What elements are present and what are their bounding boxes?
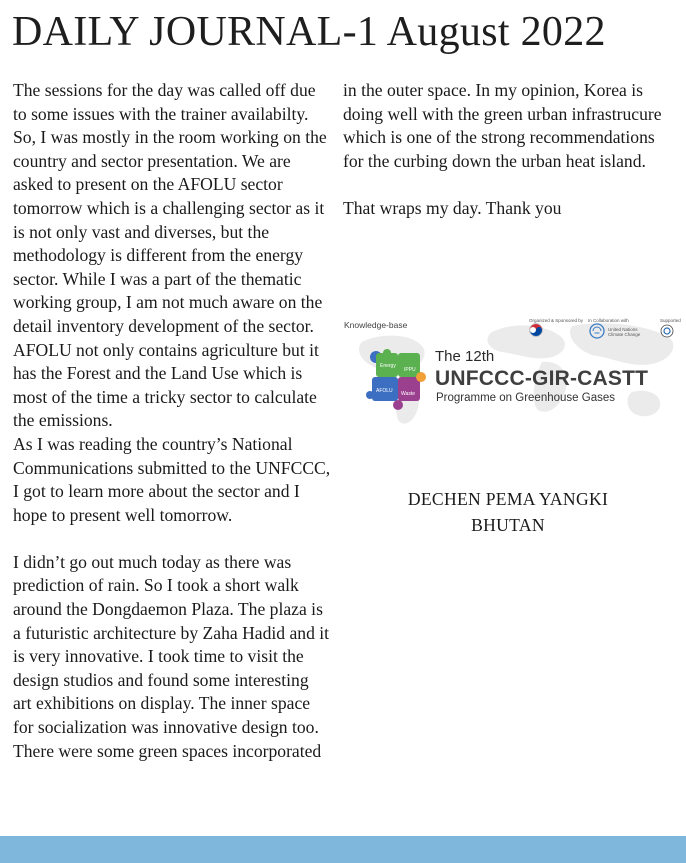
program-name: UNFCCC-GIR-CASTT — [435, 367, 649, 390]
left-column — [13, 79, 331, 763]
left-paragraph-1: The sessions for the day was called off due to some issues with the trainer availabilty. So, I was mostly in the room working on the country and sector presentation. We are asked to present on the AFOLU sector tomorrow which is a challenging sector as it is not only vast and diverses, but the methodology is different from the energy sector. While I was a part of the thematic working group, I am not much aware on the detail inventory development of the sector. AFOLU not only contains agriculture but it has the Forest and the Land Use which is most of the time a tricky sector to calculate the emissions. — [13, 80, 327, 431]
paragraph-gap — [343, 173, 673, 197]
collaboration-label: In Collaboration with — [588, 318, 629, 323]
edition-label: The 12th — [435, 348, 495, 365]
puzzle-label-waste: Waste — [401, 391, 415, 397]
paragraph-gap — [13, 527, 331, 551]
ghg-sectors-puzzle-logo — [366, 349, 428, 411]
right-paragraph-2: That wraps my day. Thank you — [343, 197, 562, 218]
un-climate-label: United Nations Climate Change — [608, 327, 641, 337]
program-banner — [342, 312, 686, 440]
supported-label: Supported — [660, 318, 681, 323]
knowledge-base-label: Knowledge-base — [344, 320, 408, 330]
left-paragraph-3: I didn’t go out much today as there was prediction of rain. So I took a short walk around the Dongdaemon Plaza. The plaza is a futuristic architecture by Zaha Hadid and it is very innovative. I took time to visit the design studios and found some interesting art exhibitions on display. The inner space for socialization was innovative design too. There were some green spaces incorporated — [13, 551, 330, 761]
organized-label: Organized & Sponsored by — [529, 318, 584, 323]
korea-ministry-logo — [529, 323, 543, 337]
author-country: BHUTAN — [471, 515, 545, 535]
puzzle-label-ippu: IPPU — [404, 367, 416, 373]
right-paragraph-1: in the outer space. In my opinion, Korea is doing well with the green urban infrastrucure which is one of the strong recommendations for the curbing down the urban heat island. — [343, 80, 662, 171]
footer-band — [0, 836, 686, 863]
unfccc-logo — [589, 323, 605, 339]
program-subtitle: Programme on Greenhouse Gases — [436, 392, 615, 404]
author-name: DECHEN PEMA YANGKI — [407, 489, 609, 509]
journal-title: DAILY JOURNAL-1 August 2022 — [12, 9, 606, 55]
puzzle-label-afolu: AFOLU — [376, 388, 393, 394]
left-paragraph-2: As I was reading the country’s National Communications submitted to the UNFCCC, I got to learn more about the sector and I hope to present well tomorrow. — [13, 433, 331, 525]
supporter-logo — [660, 324, 674, 338]
right-column — [343, 79, 673, 221]
puzzle-label-energy: Energy — [380, 363, 396, 369]
